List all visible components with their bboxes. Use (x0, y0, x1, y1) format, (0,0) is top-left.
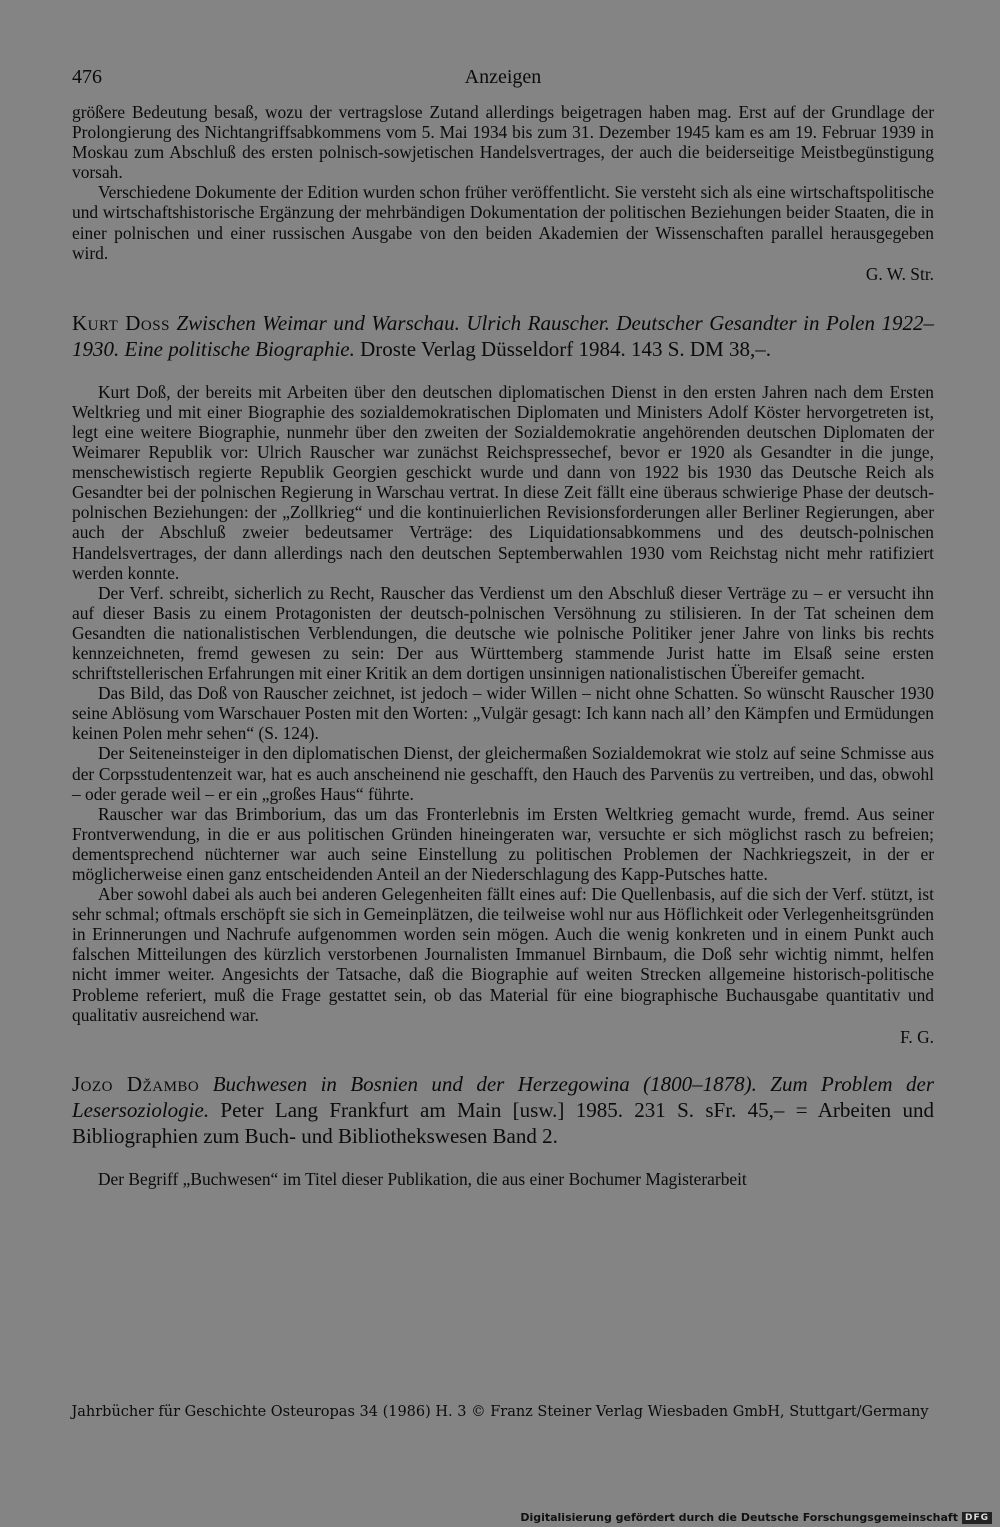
page (72, 62, 934, 1189)
digitization-text: Digitalisierung gefördert durch die Deutsche Forschungsgemeinschaft (520, 1511, 958, 1524)
digitization-notice (520, 1511, 992, 1524)
previous-review-end (72, 102, 934, 284)
paragraph: Der Seiteneinsteiger in den diplomatischen Dienst, der gleichermaßen Sozialdemokrat wie stolz auf seine Schmisse aus der Corpsstudentenzeit war, hat es auch anscheinend nie geschafft, den Hauch des Parvenüs zu vertreiben, und das, obwohl – oder gerade weil – er ein „großes Haus“ führte. (72, 743, 934, 804)
book-author: Kurt Doss (72, 310, 170, 335)
journal-citation: Jahrbücher für Geschichte Osteuropas 34 (1986) H. 3 © Franz Steiner Verlag Wiesbaden GmbH, Stuttgart/Germany (71, 1404, 929, 1420)
review-doss (72, 310, 934, 1047)
book-title: Buchwesen in Bosnien und der Herzegowina (1800–1878). Zum Problem der Lesersoziologie. (72, 1071, 935, 1122)
book-imprint: Peter Lang Frankfurt am Main [usw.] 1985. 231 S. sFr. 45,– = Arbeiten und Bibliographien zum Buch- und Bibliothekswesen Band 2. (72, 1097, 934, 1148)
book-title: Zwischen Weimar und Warschau. Ulrich Rauscher. Deutscher Gesandter in Polen 1922–1930. Eine politische Biographie. (72, 310, 934, 361)
book-author: Jozo Džambo (72, 1071, 200, 1096)
page-header (72, 62, 934, 102)
running-title: Anzeigen (464, 66, 542, 88)
paragraph: Der Begriff „Buchwesen“ im Titel dieser Publikation, die aus einer Bochumer Magisterarbeit (98, 1168, 747, 1189)
reviewer-signature: G. W. Str. (865, 263, 934, 284)
review-dzambo (72, 1071, 934, 1189)
review-heading (72, 310, 934, 362)
review-heading (72, 1071, 934, 1149)
paragraph: Kurt Doß, der bereits mit Arbeiten über den deutschen diplomatischen Dienst in den ersten Jahren nach dem Ersten Weltkrieg und mit einer Biographie des sozialdemokratischen Diplomaten und Ministers Adolf Köster hervorgetreten ist, legt eine weitere Biographie, nunmehr über den zweiten der Sozialdemokratie angehörenden deutschen Diplomaten der Weimarer Republik vor: Ulrich Rauscher war zunächst Reichspressechef, bevor er 1920 als Gesandter in die junge, menschewistisch regierte Republik Georgien geschickt wurde und dann von 1922 bis 1930 das Deutsche Reich als Gesandter bei der polnischen Regierung in Warschau vertrat. In diese Zeit fällt eine überaus schwierige Phase der deutsch-polnischen Beziehungen: der „Zollkrieg“ und die kontinuierlichen Revisionsforderungen aller Berliner Regierungen, aber auch der Abschluß zweier bedeutsamer Verträge: des Liquidationsabkommens und des deutsch-polnischen Handelsvertrages, der dann allerdings nach den deutschen Septemberwahlen 1930 vom Reichstag nicht mehr ratifiziert werden konnte. (72, 381, 934, 583)
dfg-logo-icon: DFG (962, 1512, 992, 1524)
paragraph: Aber sowohl dabei als auch bei anderen Gelegenheiten fällt eines auf: Die Quellenbasis, auf die sich der Verf. stützt, ist sehr schmal; oftmals erschöpft sie sich in Gemeinplätzen, die teilweise wohl nur aus Höflichkeit oder Verlegenheitsgründen in Erinnerungen und Nachrufe aufgenommen worden sein mögen. Auch die wenig konkreten und in einem Punkt auch falschen Mitteilungen des kürzlich verstorbenen Journalisten Immanuel Birnbaum, die Doß sehr wichtig nimmt, helfen nicht immer weiter. Angesichts der Tatsache, daß die Biographie auf weiten Strecken allgemeine historisch-politische Probleme referiert, muß die Frage gestattet sein, ob das Material für eine biographische Buchausgabe quantitativ und qualitativ ausreichend war. (72, 884, 934, 1025)
paragraph: Der Verf. schreibt, sicherlich zu Recht, Rauscher das Verdienst um den Abschluß dieser Verträge zu – er versucht ihn auf dieser Basis zu einem Protagonisten der deutsch-polnischen Versöhnung zu stilisieren. In der Tat scheinen dem Gesandten die nationalistischen Verblendungen, die deutsche wie polnische Politiker jener Jahre von links bis rechts kennzeichneten, fremd gewesen zu sein: Der aus Württemberg stammende Jurist hatte im Elsaß seine ersten schriftstellerischen Erfahrungen mit einer Kritik an dem dortigen unsinnigen nationalistischen Übereifer gemacht. (72, 582, 934, 684)
reviewer-signature: F. G. (900, 1026, 934, 1047)
paragraph: Rauscher war das Brimborium, das um das Fronterlebnis im Ersten Weltkrieg gemacht wurde, fremd. Aus seiner Frontverwendung, in die er aus politischen Gründen hineingeraten war, versuchte er sich möglichst rasch zu befreien; dementsprechend nüchterner war auch seine Einstellung zu politischen Problemen der Nachkriegszeit, in der er möglicherweise einen ganz entscheidenden Anteil an der Niederschlagung des Kapp-Putsches hatte. (72, 803, 934, 884)
paragraph: Verschiedene Dokumente der Edition wurden schon früher veröffentlicht. Sie versteht sich als eine wirtschaftspolitische und wirtschaftshistorische Ergänzung der mehrbändigen Dokumentation der politischen Beziehungen beider Staaten, die in einer polnischen und einer russischen Ausgabe von den beiden Akademien der Wissenschaften parallel herausgegeben wird. (72, 182, 934, 263)
paragraph: größere Bedeutung besaß, wozu der vertragslose Zutand allerdings beigetragen haben mag. Erst auf der Grundlage der Prolongierung des Nichtangriffsabkommens vom 5. Mai 1934 bis zum 31. Dezember 1945 kam es am 19. Februar 1939 in Moskau zum Abschluß des ersten polnisch-sowjetischen Handelsvertrages, der auch die beiderseitige Meistbegünstigung vorsah. (72, 102, 934, 183)
page-number: 476 (72, 66, 102, 88)
paragraph: Das Bild, das Doß von Rauscher zeichnet, ist jedoch – wider Willen – nicht ohne Schatten. So wünscht Rauscher 1930 seine Ablösung vom Warschauer Posten mit den Worten: „Vulgär gesagt: Ich kann nach all’ den Kämpfen und Ermüdungen keinen Polen mehr sehen“ (S. 124). (72, 683, 934, 744)
book-imprint: Droste Verlag Düsseldorf 1984. 143 S. DM 38,–. (360, 336, 771, 361)
